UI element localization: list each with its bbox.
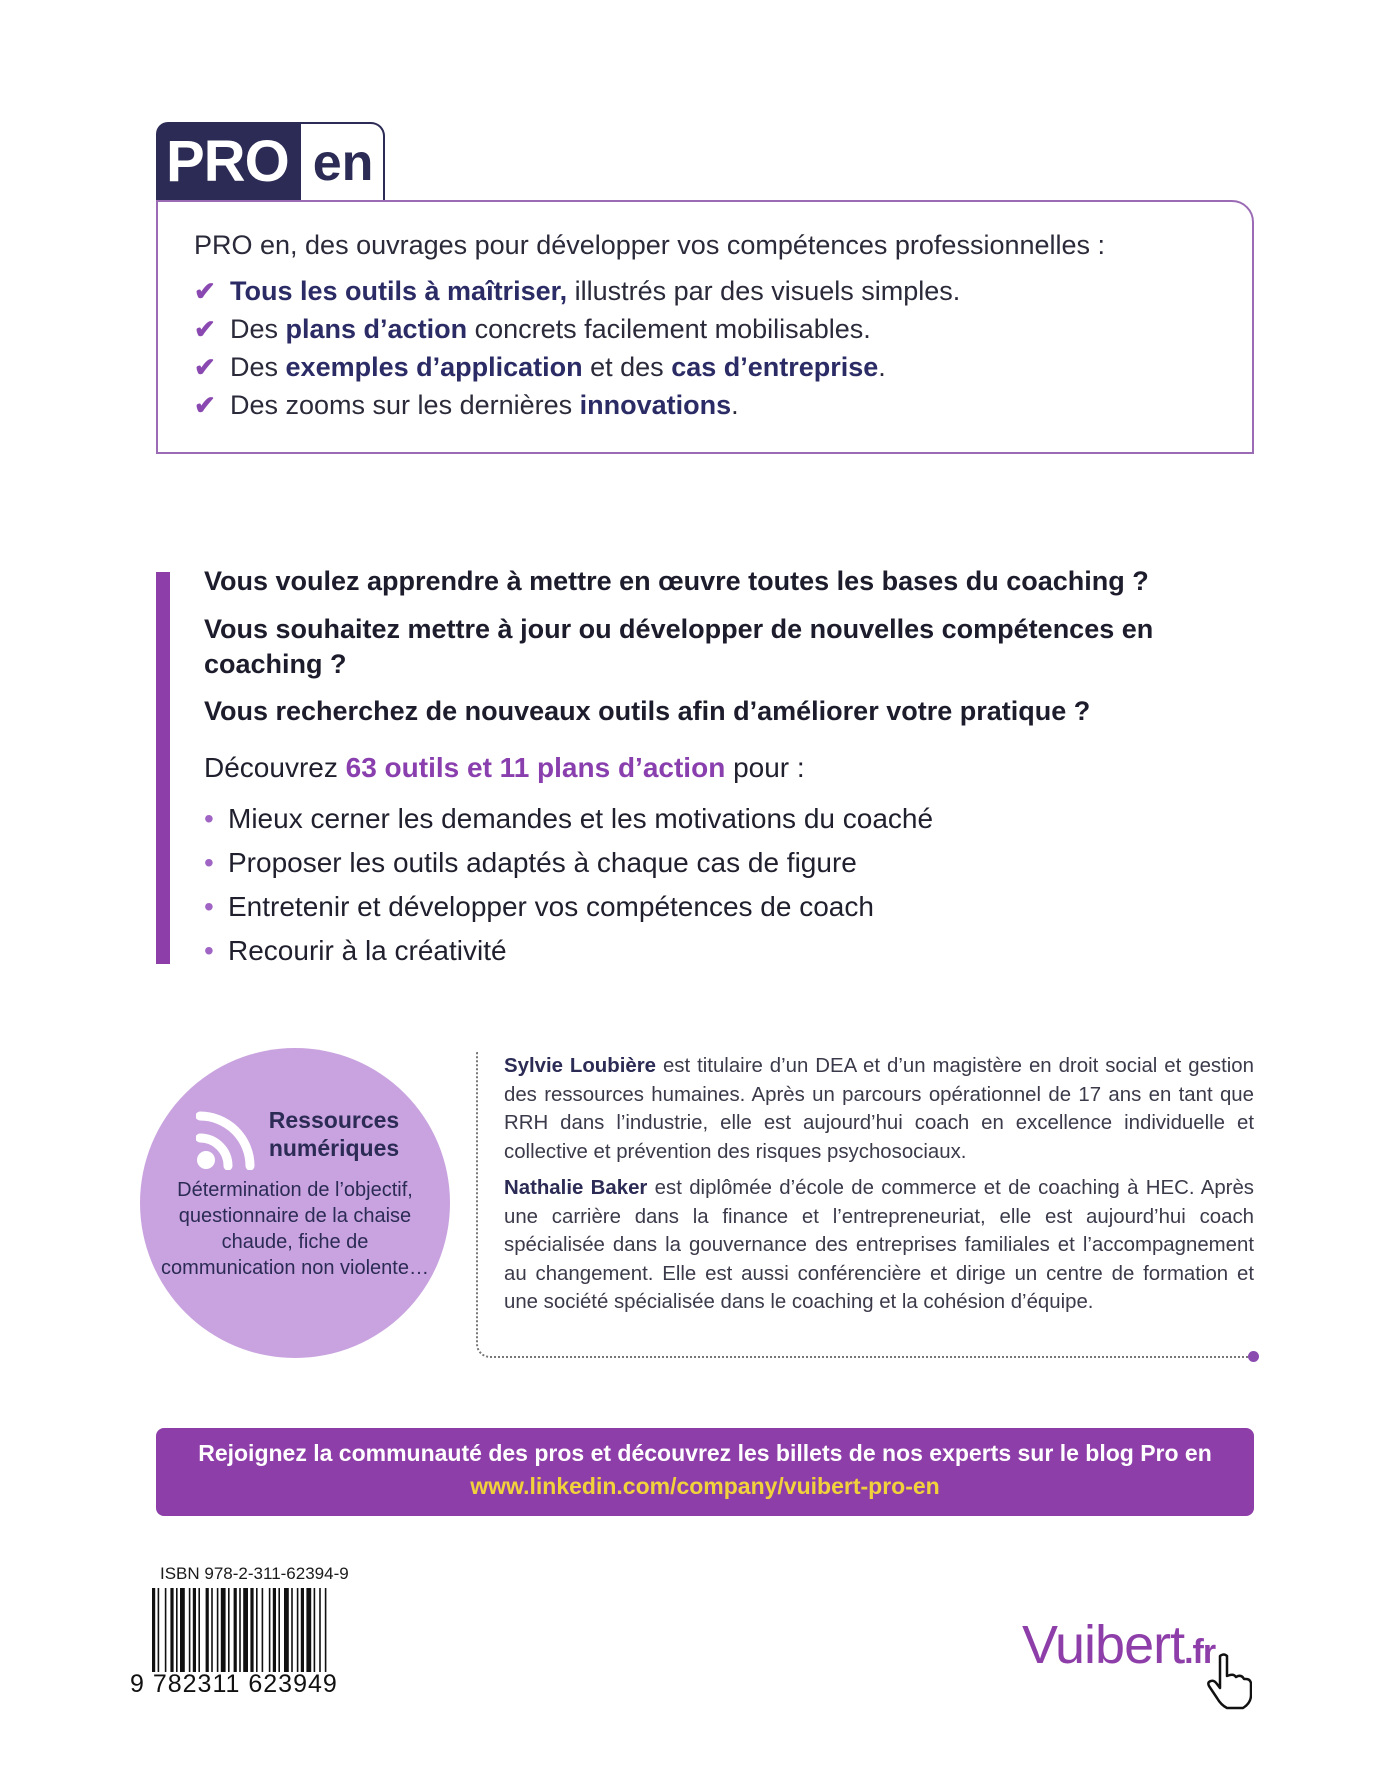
author-bio: Nathalie Baker est diplômée d’école de commerce et de coaching à HEC. Après une carrière dans la finance et l’entrepreneuriat, elle est aujourd’hui coach spécialisée dans la gouvernance des entreprises familiales et l’accompagnement au changement. Elle est aussi conférencière et dirige un centre de formation et une société spécialisée dans le coaching et la cohésion d’équipe. [504,1177,1254,1313]
intro-item: ✔ Des plans d’action concrets facilement mobilisables. [194,314,871,344]
badge-en: en [301,122,386,201]
author-bio: Sylvie Loubière est titulaire d’un DEA et d’un magistère en droit social et gestion des ressources humaines. Après un parcours opérationnel de 17 ans en tant que RRH dans l’industrie, elle est aujourd’hui coach en excellence individuelle et collective et prévention des risques psychosociaux. [504,1055,1254,1163]
question-1: Vous voulez apprendre à mettre en œuvre toutes les bases du coaching ? [204,566,1149,596]
logo-suffix: .fr [1184,1633,1216,1671]
pointer-hand-icon [1204,1652,1252,1710]
check-icon: ✔ [194,352,216,382]
resources-title: Ressources numériques [268,1107,400,1161]
banner-link[interactable]: www.linkedin.com/company/vuibert-pro-en [470,1473,940,1499]
intro-title: PRO en, des ouvrages pour développer vos compétences professionnelles : [194,230,1106,260]
barcode-digits: 9 782311 623949 [130,1670,338,1698]
check-icon: ✔ [194,276,216,306]
check-icon: ✔ [194,390,216,420]
list-item: • Mieux cerner les demandes et les motivations du coaché [204,803,934,834]
badge-pro: PRO [156,122,301,201]
community-banner [156,1428,1254,1516]
frame-end-dot [1248,1351,1259,1362]
question-3: Vous recherchez de nouveaux outils afin d’améliorer votre pratique ? [204,696,1091,726]
accent-side-bar [156,572,170,964]
rss-icon [196,1108,258,1170]
bullet-dot-icon: • [204,847,214,878]
vuibert-logo[interactable] [1022,1614,1215,1676]
check-icon: ✔ [194,314,216,344]
isbn-label: ISBN 978-2-311-62394-9 [160,1564,349,1583]
intro-item: ✔ Des exemples d’application et des cas d’entreprise. [194,352,886,382]
question-2: Vous souhaitez mettre à jour ou développer de nouvelles compétences en coaching ? [204,614,1154,679]
bullet-dot-icon: • [204,803,214,834]
list-item: • Proposer les outils adaptés à chaque cas de figure [204,847,857,878]
pro-en-badge [156,122,385,201]
discover-line: Découvrez 63 outils et 11 plans d’action pour : [204,752,805,783]
bullet-dot-icon: • [204,891,214,922]
barcode [150,1588,370,1672]
resources-description: Détermination de l’objectif, questionnaire de la chaise chaude, fiche de communication non violente… [161,1179,429,1279]
logo-main: Vuibert [1022,1615,1185,1675]
bullet-dot-icon: • [204,935,214,966]
intro-item: ✔ Des zooms sur les dernières innovations. [194,390,739,420]
list-item: • Recourir à la créativité [204,935,507,966]
intro-item: ✔ Tous les outils à maîtriser, illustrés par des visuels simples. [194,276,961,306]
banner-text: Rejoignez la communauté des pros et découvrez les billets de nos experts sur le blog Pro en [198,1440,1212,1466]
list-item: • Entretenir et développer vos compétences de coach [204,891,874,922]
